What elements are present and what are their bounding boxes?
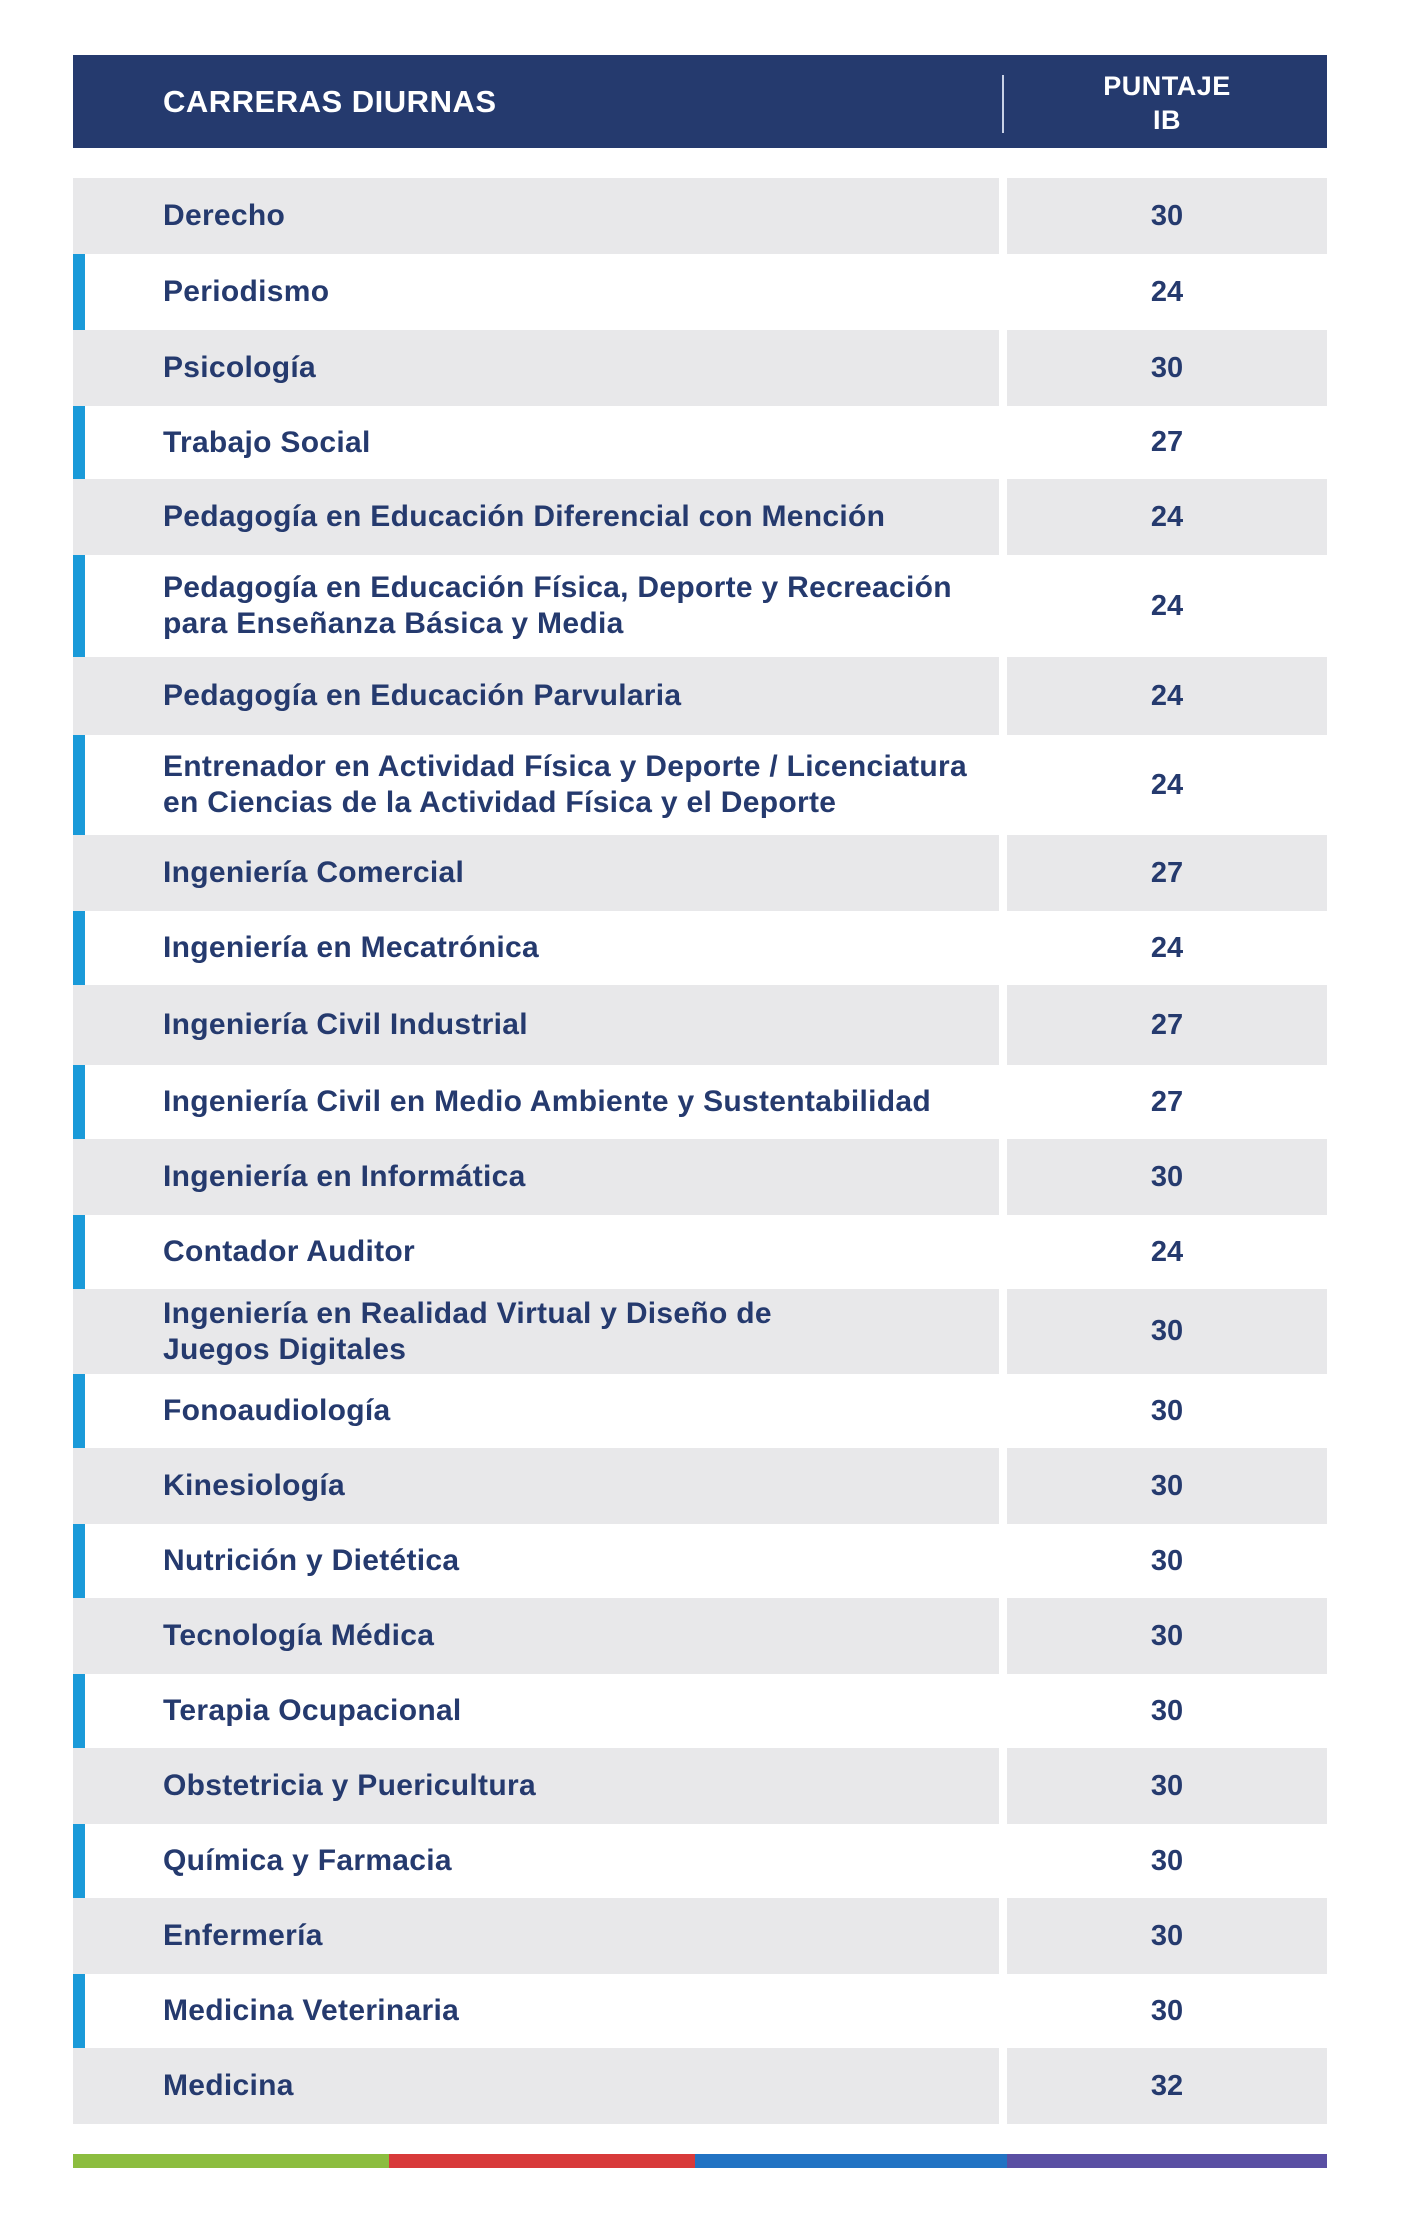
career-score: 30 (1007, 330, 1327, 406)
career-score: 30 (1007, 1289, 1327, 1374)
career-name: Entrenador en Actividad Física y Deporte / Licenciatura en Ciencias de la Actividad Física y el Deporte (73, 735, 999, 835)
table-row (73, 1974, 1327, 2048)
career-name: Ingeniería Comercial (73, 835, 999, 911)
career-name: Ingeniería en Informática (73, 1139, 999, 1215)
career-score: 30 (1007, 1898, 1327, 1974)
career-name: Ingeniería en Mecatrónica (73, 911, 999, 985)
career-name: Medicina Veterinaria (73, 1974, 999, 2048)
table-row (73, 254, 1327, 330)
career-name: Fonoaudiología (73, 1374, 999, 1448)
career-name: Terapia Ocupacional (73, 1674, 999, 1748)
career-name: Trabajo Social (73, 406, 999, 479)
table-row (73, 835, 1327, 911)
career-name: Contador Auditor (73, 1215, 999, 1289)
career-name: Medicina (73, 2048, 999, 2124)
table-row (73, 985, 1327, 1065)
career-name: Pedagogía en Educación Parvularia (73, 657, 999, 735)
footer-bar-red (389, 2154, 695, 2168)
career-score: 24 (1007, 911, 1327, 985)
table-row (73, 1898, 1327, 1974)
career-name: Ingeniería Civil en Medio Ambiente y Sustentabilidad (73, 1065, 999, 1139)
footer-bar-green (73, 2154, 389, 2168)
footer-bar-blue (695, 2154, 1007, 2168)
table-row (73, 1824, 1327, 1898)
career-score: 24 (1007, 735, 1327, 835)
table-row (73, 1448, 1327, 1524)
table-row (73, 1598, 1327, 1674)
footer-color-bar (73, 2154, 1327, 2168)
table-body (73, 178, 1327, 2124)
career-name: Tecnología Médica (73, 1598, 999, 1674)
career-name: Obstetricia y Puericultura (73, 1748, 999, 1824)
career-name: Pedagogía en Educación Diferencial con Mención (73, 479, 999, 555)
career-score: 24 (1007, 555, 1327, 657)
career-score: 30 (1007, 1974, 1327, 2048)
table-row (73, 178, 1327, 254)
table-row (73, 479, 1327, 555)
career-score: 30 (1007, 1374, 1327, 1448)
table-row (73, 1065, 1327, 1139)
career-name: Periodismo (73, 254, 999, 330)
career-name: Química y Farmacia (73, 1824, 999, 1898)
careers-table (73, 55, 1327, 2124)
career-score: 32 (1007, 2048, 1327, 2124)
header-score-line1: PUNTAJE (1103, 71, 1231, 101)
career-score: 30 (1007, 1448, 1327, 1524)
career-score: 27 (1007, 985, 1327, 1065)
career-score: 30 (1007, 1524, 1327, 1598)
career-score: 27 (1007, 1065, 1327, 1139)
career-name: Pedagogía en Educación Física, Deporte y Recreación para Enseñanza Básica y Media (73, 555, 999, 657)
header-score-title (1007, 69, 1327, 137)
table-row (73, 657, 1327, 735)
career-score: 24 (1007, 1215, 1327, 1289)
table-row (73, 2048, 1327, 2124)
table-header (73, 55, 1327, 148)
header-divider (1002, 75, 1004, 133)
table-row (73, 406, 1327, 479)
career-score: 24 (1007, 479, 1327, 555)
table-row (73, 1524, 1327, 1598)
table-row (73, 1674, 1327, 1748)
career-score: 27 (1007, 835, 1327, 911)
table-row (73, 1289, 1327, 1374)
career-name: Kinesiología (73, 1448, 999, 1524)
career-score: 30 (1007, 1139, 1327, 1215)
header-title: CARRERAS DIURNAS (163, 84, 497, 119)
career-name: Derecho (73, 178, 999, 254)
table-row (73, 555, 1327, 657)
career-score: 27 (1007, 406, 1327, 479)
table-row (73, 1139, 1327, 1215)
table-row (73, 1748, 1327, 1824)
career-score: 30 (1007, 1674, 1327, 1748)
career-name: Nutrición y Dietética (73, 1524, 999, 1598)
career-score: 24 (1007, 657, 1327, 735)
table-row (73, 1374, 1327, 1448)
footer-bar-purple (1007, 2154, 1327, 2168)
table-row (73, 911, 1327, 985)
career-score: 30 (1007, 178, 1327, 254)
table-row (73, 330, 1327, 406)
career-name: Enfermería (73, 1898, 999, 1974)
table-row (73, 735, 1327, 835)
career-name: Psicología (73, 330, 999, 406)
career-score: 24 (1007, 254, 1327, 330)
career-score: 30 (1007, 1748, 1327, 1824)
career-name: Ingeniería en Realidad Virtual y Diseño de Juegos Digitales (73, 1289, 999, 1374)
career-score: 30 (1007, 1598, 1327, 1674)
header-score-line2: IB (1153, 105, 1181, 135)
table-row (73, 1215, 1327, 1289)
career-score: 30 (1007, 1824, 1327, 1898)
career-name: Ingeniería Civil Industrial (73, 985, 999, 1065)
